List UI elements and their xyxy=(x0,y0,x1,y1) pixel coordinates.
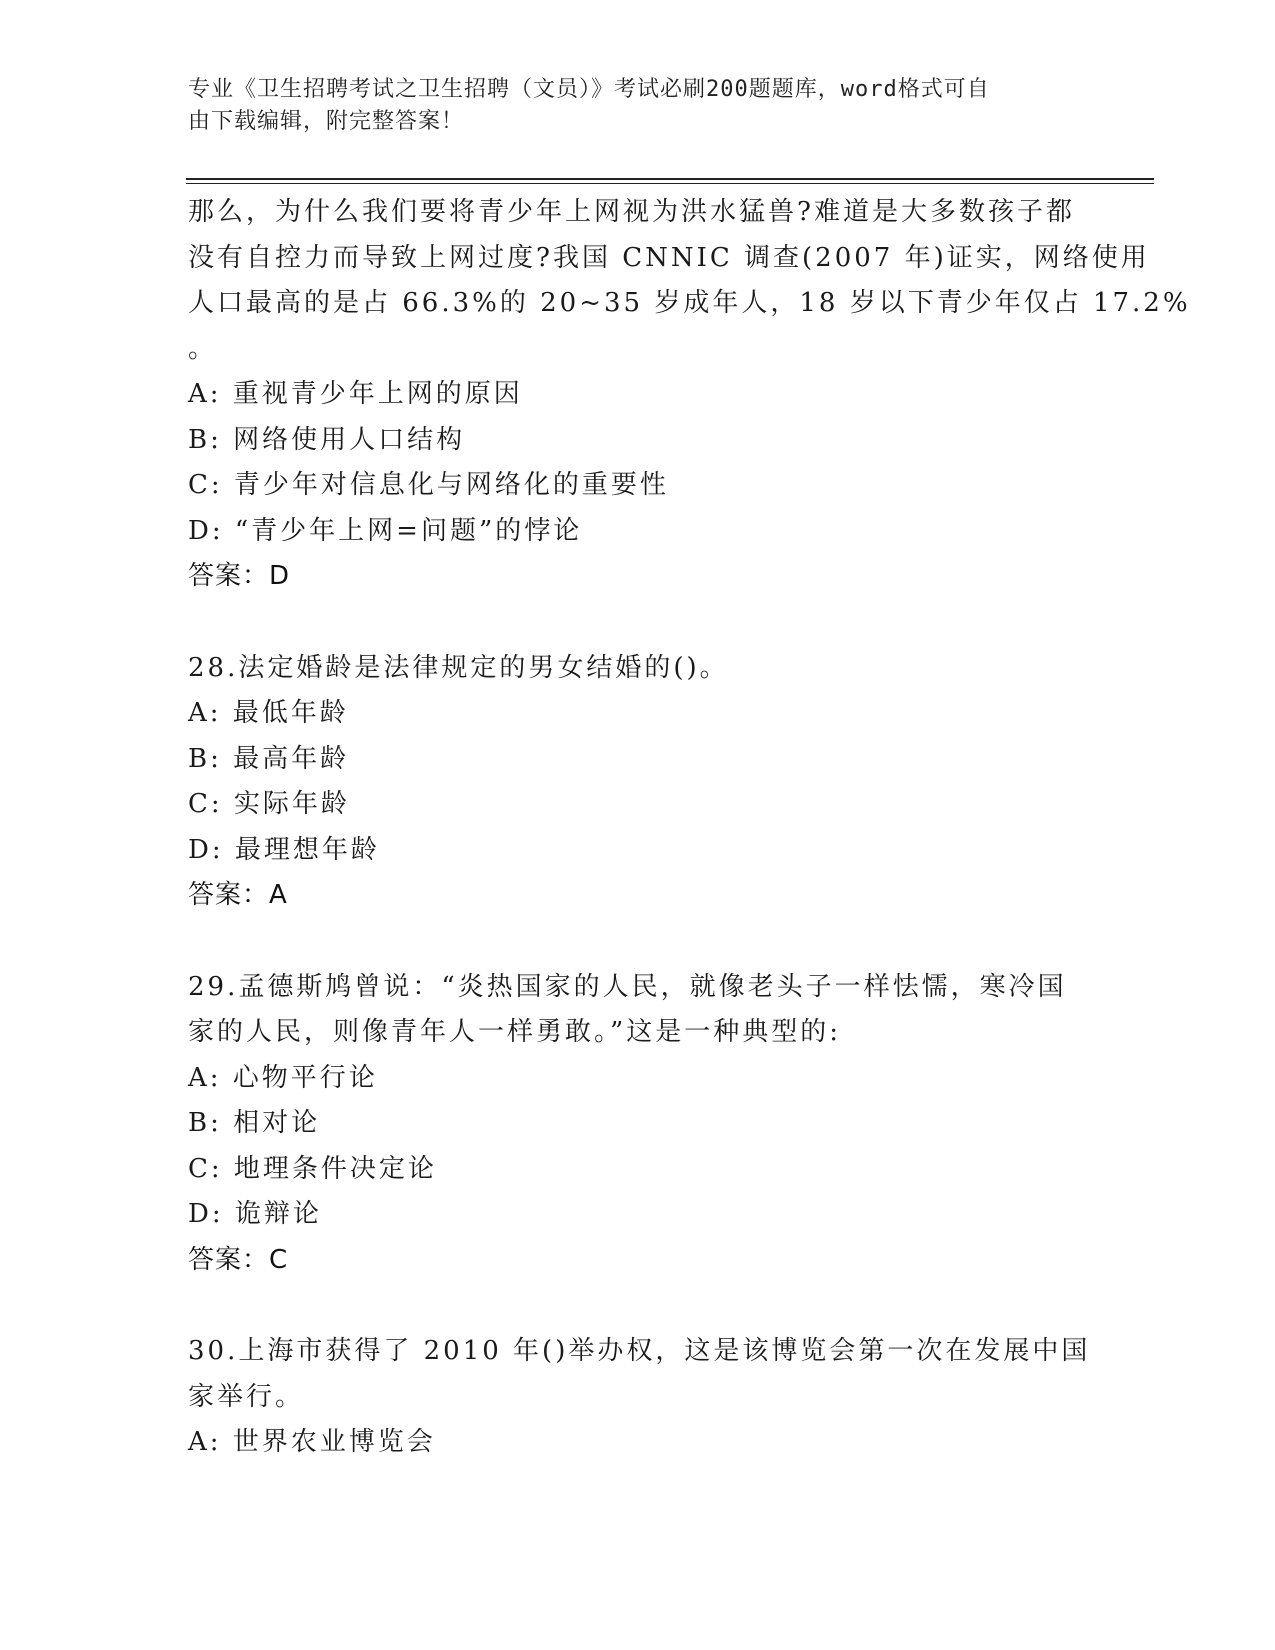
option-c: C: 地理条件决定论 xyxy=(188,1153,437,1184)
option-a: A: 心物平行论 xyxy=(188,1062,378,1093)
question-27-block xyxy=(188,190,1191,600)
option-b: B: 网络使用人口结构 xyxy=(188,424,466,455)
question-content xyxy=(188,190,1191,1466)
header-divider-thin xyxy=(186,183,1154,184)
option-b: B: 最高年龄 xyxy=(188,743,350,774)
header-title-line-2: 由下载编辑，附完整答案！ xyxy=(188,109,465,134)
question-29-block xyxy=(188,965,1088,1284)
question-text-line: 28.法定婚龄是法律规定的男女结婚的()。 xyxy=(188,652,729,683)
option-d: D: “青少年上网=问题”的悖论 xyxy=(188,515,583,546)
option-a: A: 世界农业博览会 xyxy=(188,1427,436,1457)
spacer xyxy=(188,600,1088,646)
header-title-line-1: 专业《卫生招聘考试之卫生招聘（文员）》考试必刷200题题库，word格式可自 xyxy=(188,77,990,102)
question-text-line: 家的人民，则像青年人一样勇敢。”这是一种典型的: xyxy=(188,1017,842,1047)
answer-label: 答案：A xyxy=(188,880,288,910)
question-text-line: 人口最高的是占 66.3%的 20~35 岁成年人，18 岁以下青少年仅占 17.2% xyxy=(188,288,1191,318)
option-c: C: 实际年龄 xyxy=(188,789,350,819)
option-c: C: 青少年对信息化与网络化的重要性 xyxy=(188,470,669,500)
spacer xyxy=(188,919,1088,965)
header-divider-thick xyxy=(186,178,1154,180)
question-text-line: 29.孟德斯鸠曾说：“炎热国家的人民，就像老头子一样怯懦，寒冷国 xyxy=(188,971,1067,1002)
option-a: A: 重视青少年上网的原因 xyxy=(188,379,523,409)
option-b: B: 相对论 xyxy=(188,1108,321,1138)
option-d: D: 诡辩论 xyxy=(188,1199,322,1229)
question-text-line: 30.上海市获得了 2010 年()举办权，这是该博览会第一次在发展中国 xyxy=(188,1336,1091,1366)
question-text-line: 家举行。 xyxy=(188,1381,305,1412)
option-d: D: 最理想年龄 xyxy=(188,834,380,865)
question-text-line: 那么，为什么我们要将青少年上网视为洪水猛兽?难道是大多数孩子都 xyxy=(188,197,1075,227)
answer-label: 答案：D xyxy=(188,561,291,591)
spacer xyxy=(188,1283,1088,1329)
question-text-line: 。 xyxy=(188,333,218,364)
document-header xyxy=(188,74,1068,138)
question-text-line: 没有自控力而导致上网过度?我国 CNNIC 调查(2007 年)证实，网络使用 xyxy=(188,242,1150,273)
option-a: A: 最低年龄 xyxy=(188,698,349,728)
answer-label: 答案：C xyxy=(188,1244,289,1275)
question-28-block xyxy=(188,646,1088,919)
question-30-block xyxy=(188,1329,1091,1466)
